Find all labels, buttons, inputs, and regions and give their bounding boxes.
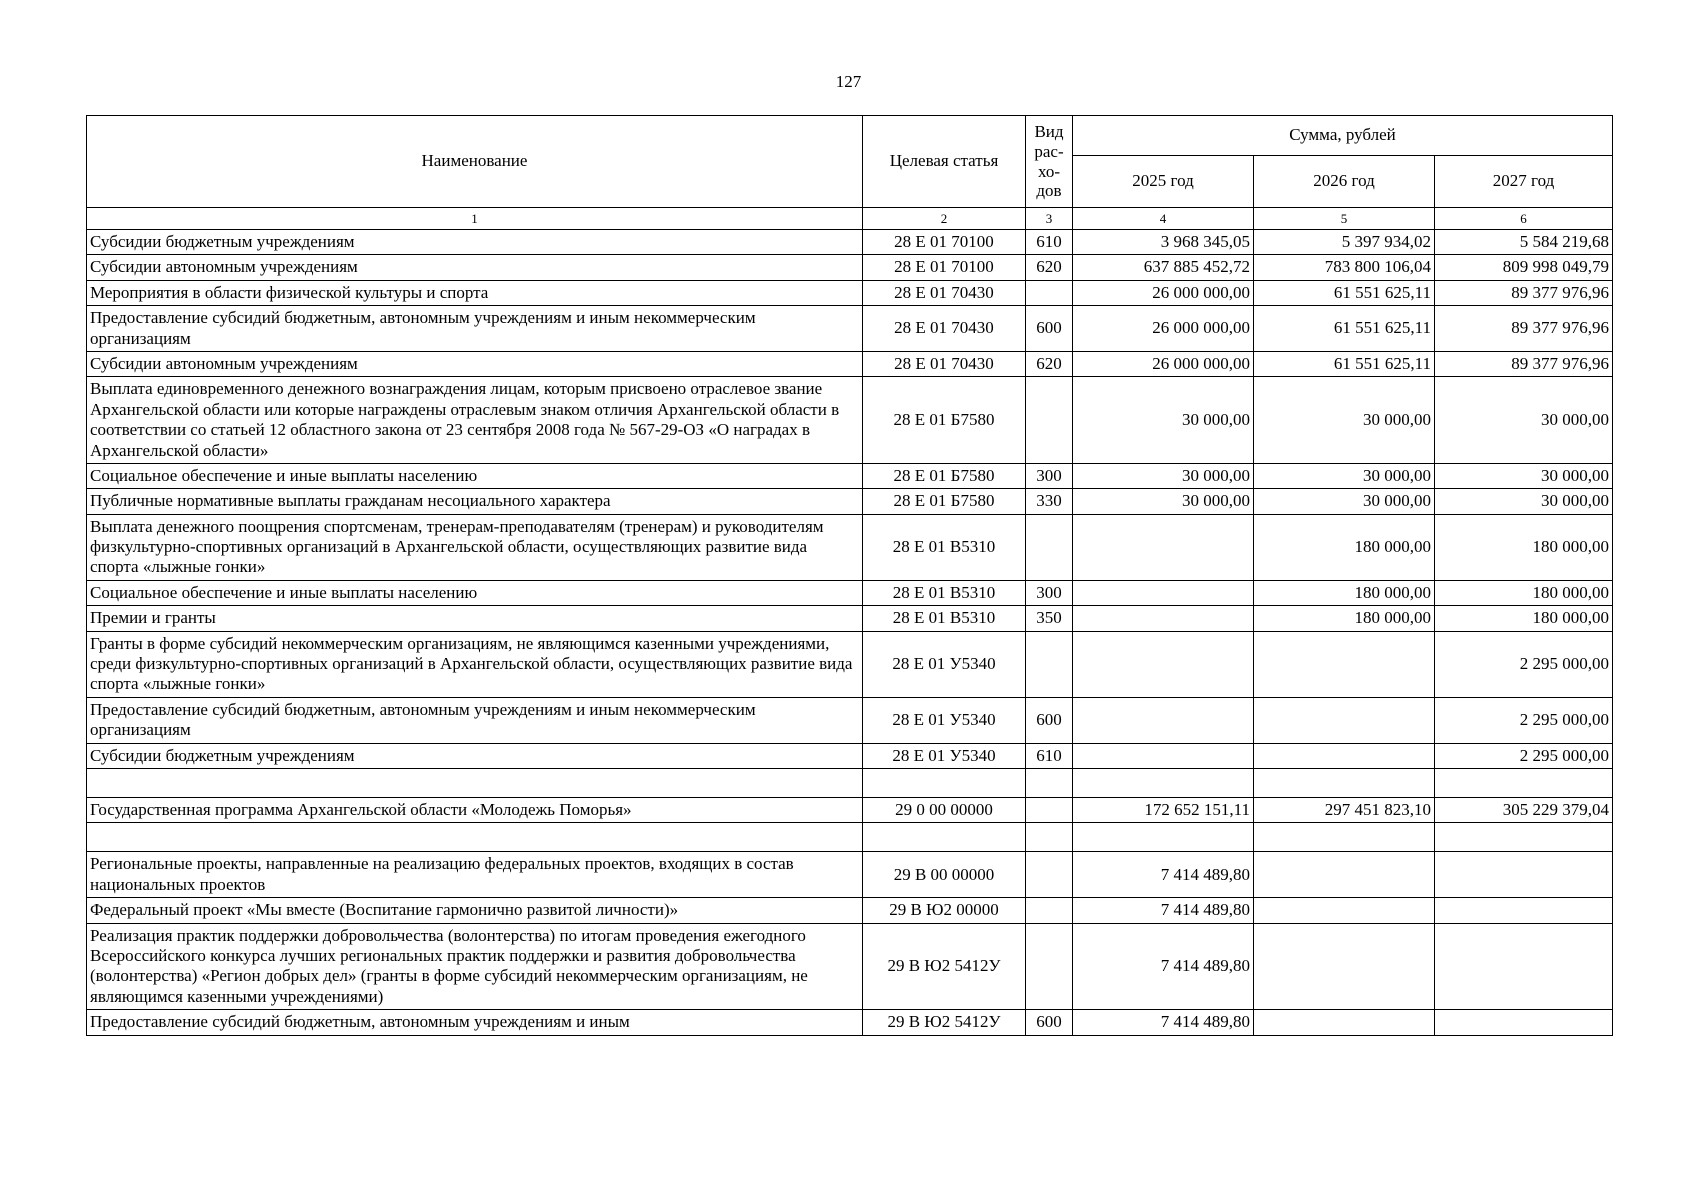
row-sum-2026: 61 551 625,11 <box>1254 280 1435 305</box>
header-2025: 2025 год <box>1073 156 1254 208</box>
table-row <box>87 697 1613 743</box>
row-sum-2025 <box>1073 631 1254 697</box>
row-target-article: 28 Е 01 Б7580 <box>863 489 1026 514</box>
row-target-article: 28 Е 01 70100 <box>863 255 1026 280</box>
table-body <box>87 230 1613 1036</box>
row-sum-2025: 26 000 000,00 <box>1073 280 1254 305</box>
table-row <box>87 463 1613 488</box>
table-row <box>87 306 1613 352</box>
row-expense-kind: 600 <box>1026 697 1073 743</box>
row-sum-2027: 5 584 219,68 <box>1435 230 1613 255</box>
header-expense-kind: Вид рас- хо- дов <box>1026 116 1073 208</box>
row-sum-2026: 297 451 823,10 <box>1254 797 1435 822</box>
row-sum-2025: 26 000 000,00 <box>1073 351 1254 376</box>
header-2027: 2027 год <box>1435 156 1613 208</box>
row-sum-2025 <box>1073 743 1254 768</box>
row-expense-kind: 600 <box>1026 306 1073 352</box>
row-name <box>87 768 863 797</box>
row-target-article: 28 Е 01 У5340 <box>863 743 1026 768</box>
row-sum-2025: 26 000 000,00 <box>1073 306 1254 352</box>
row-sum-2026: 783 800 106,04 <box>1254 255 1435 280</box>
row-sum-2026 <box>1254 768 1435 797</box>
row-sum-2025 <box>1073 768 1254 797</box>
row-name: Гранты в форме субсидий некоммерческим организациям, не являющимся казенными учреждениями, среди физкультурно-спортивных организаций в Архангельской области, осуществляющих развитие вида спорта «лыжные гонки» <box>87 631 863 697</box>
row-name: Региональные проекты, направленные на реализацию федеральных проектов, входящих в состав национальных проектов <box>87 852 863 898</box>
row-sum-2027 <box>1435 923 1613 1010</box>
column-number: 6 <box>1435 208 1613 230</box>
row-name: Реализация практик поддержки добровольчества (волонтерства) по итогам проведения ежегодного Всероссийского конкурса лучших региональных практик поддержки и развития добровольчества (волонтерства) «Регион добрых дел» (гранты в форме субсидий некоммерческим организациям, не являющимся казенными учреждениями) <box>87 923 863 1010</box>
row-sum-2025 <box>1073 697 1254 743</box>
row-name: Мероприятия в области физической культуры и спорта <box>87 280 863 305</box>
row-target-article: 28 Е 01 70430 <box>863 351 1026 376</box>
row-expense-kind <box>1026 898 1073 923</box>
row-sum-2027 <box>1435 1010 1613 1035</box>
row-target-article: 29 В Ю2 5412У <box>863 923 1026 1010</box>
row-sum-2027: 2 295 000,00 <box>1435 697 1613 743</box>
row-sum-2025: 637 885 452,72 <box>1073 255 1254 280</box>
row-sum-2027 <box>1435 852 1613 898</box>
row-sum-2025: 7 414 489,80 <box>1073 898 1254 923</box>
row-name: Субсидии автономным учреждениям <box>87 255 863 280</box>
row-name: Субсидии бюджетным учреждениям <box>87 743 863 768</box>
row-target-article: 28 Е 01 70430 <box>863 306 1026 352</box>
row-expense-kind <box>1026 797 1073 822</box>
row-target-article: 28 Е 01 У5340 <box>863 631 1026 697</box>
column-number: 5 <box>1254 208 1435 230</box>
row-expense-kind <box>1026 923 1073 1010</box>
row-sum-2025: 7 414 489,80 <box>1073 1010 1254 1035</box>
row-name: Предоставление субсидий бюджетным, автономным учреждениям и иным некоммерческим организациям <box>87 697 863 743</box>
row-target-article: 28 Е 01 70100 <box>863 230 1026 255</box>
row-sum-2025: 30 000,00 <box>1073 489 1254 514</box>
row-expense-kind: 300 <box>1026 580 1073 605</box>
row-name: Субсидии автономным учреждениям <box>87 351 863 376</box>
row-target-article: 28 Е 01 В5310 <box>863 580 1026 605</box>
row-name: Выплата денежного поощрения спортсменам, тренерам-преподавателям (тренерам) и руководителям физкультурно-спортивных организаций в Архангельской области, осуществляющих развитие вида спорта «лыжные гонки» <box>87 514 863 580</box>
table-row <box>87 230 1613 255</box>
column-numbers-row <box>87 208 1613 230</box>
row-sum-2027: 89 377 976,96 <box>1435 351 1613 376</box>
header-sum: Сумма, рублей <box>1073 116 1613 156</box>
row-target-article <box>863 823 1026 852</box>
budget-table <box>86 115 1613 1036</box>
table-row <box>87 351 1613 376</box>
table-row <box>87 489 1613 514</box>
row-expense-kind: 620 <box>1026 255 1073 280</box>
row-expense-kind: 350 <box>1026 606 1073 631</box>
row-sum-2027: 2 295 000,00 <box>1435 743 1613 768</box>
row-name: Предоставление субсидий бюджетным, автономным учреждениям и иным некоммерческим организациям <box>87 306 863 352</box>
column-number: 4 <box>1073 208 1254 230</box>
header-2026: 2026 год <box>1254 156 1435 208</box>
row-target-article: 29 В Ю2 00000 <box>863 898 1026 923</box>
row-name: Предоставление субсидий бюджетным, автономным учреждениям и иным <box>87 1010 863 1035</box>
row-target-article: 28 Е 01 В5310 <box>863 606 1026 631</box>
row-sum-2025: 30 000,00 <box>1073 463 1254 488</box>
row-target-article: 28 Е 01 Б7580 <box>863 377 1026 464</box>
row-target-article: 29 В Ю2 5412У <box>863 1010 1026 1035</box>
row-sum-2027: 30 000,00 <box>1435 463 1613 488</box>
row-target-article: 28 Е 01 В5310 <box>863 514 1026 580</box>
row-sum-2027: 180 000,00 <box>1435 514 1613 580</box>
row-sum-2025: 30 000,00 <box>1073 377 1254 464</box>
row-sum-2026: 5 397 934,02 <box>1254 230 1435 255</box>
row-sum-2026 <box>1254 1010 1435 1035</box>
row-target-article <box>863 768 1026 797</box>
row-sum-2025: 7 414 489,80 <box>1073 923 1254 1010</box>
row-expense-kind: 610 <box>1026 743 1073 768</box>
row-sum-2027: 180 000,00 <box>1435 580 1613 605</box>
row-sum-2026: 61 551 625,11 <box>1254 351 1435 376</box>
row-sum-2027: 2 295 000,00 <box>1435 631 1613 697</box>
row-name: Социальное обеспечение и иные выплаты населению <box>87 580 863 605</box>
row-sum-2026 <box>1254 898 1435 923</box>
row-sum-2027: 89 377 976,96 <box>1435 280 1613 305</box>
row-name: Публичные нормативные выплаты гражданам несоциального характера <box>87 489 863 514</box>
row-sum-2026 <box>1254 852 1435 898</box>
row-expense-kind: 620 <box>1026 351 1073 376</box>
row-sum-2027 <box>1435 823 1613 852</box>
header-name: Наименование <box>87 116 863 208</box>
row-sum-2027: 89 377 976,96 <box>1435 306 1613 352</box>
row-sum-2027: 305 229 379,04 <box>1435 797 1613 822</box>
table-row <box>87 280 1613 305</box>
table-row <box>87 514 1613 580</box>
row-sum-2026 <box>1254 631 1435 697</box>
row-expense-kind: 300 <box>1026 463 1073 488</box>
row-sum-2026: 30 000,00 <box>1254 377 1435 464</box>
row-sum-2026: 180 000,00 <box>1254 580 1435 605</box>
row-name: Премии и гранты <box>87 606 863 631</box>
row-sum-2025 <box>1073 823 1254 852</box>
row-expense-kind <box>1026 514 1073 580</box>
row-sum-2026: 30 000,00 <box>1254 489 1435 514</box>
row-sum-2026: 61 551 625,11 <box>1254 306 1435 352</box>
table-row <box>87 923 1613 1010</box>
column-number: 1 <box>87 208 863 230</box>
row-name <box>87 823 863 852</box>
row-expense-kind <box>1026 631 1073 697</box>
row-sum-2027: 30 000,00 <box>1435 377 1613 464</box>
table-row <box>87 606 1613 631</box>
row-target-article: 29 0 00 00000 <box>863 797 1026 822</box>
table-row <box>87 580 1613 605</box>
row-sum-2026: 180 000,00 <box>1254 606 1435 631</box>
column-number: 2 <box>863 208 1026 230</box>
row-target-article: 28 Е 01 У5340 <box>863 697 1026 743</box>
row-expense-kind: 610 <box>1026 230 1073 255</box>
row-name: Социальное обеспечение и иные выплаты населению <box>87 463 863 488</box>
table-row <box>87 898 1613 923</box>
row-sum-2025 <box>1073 580 1254 605</box>
page-number: 127 <box>835 72 862 91</box>
row-sum-2027: 809 998 049,79 <box>1435 255 1613 280</box>
row-sum-2025: 7 414 489,80 <box>1073 852 1254 898</box>
row-sum-2026: 30 000,00 <box>1254 463 1435 488</box>
row-name: Федеральный проект «Мы вместе (Воспитание гармонично развитой личности)» <box>87 898 863 923</box>
row-sum-2025 <box>1073 514 1254 580</box>
table-row <box>87 743 1613 768</box>
row-expense-kind <box>1026 280 1073 305</box>
row-expense-kind <box>1026 823 1073 852</box>
row-sum-2025: 172 652 151,11 <box>1073 797 1254 822</box>
row-target-article: 29 В 00 00000 <box>863 852 1026 898</box>
row-sum-2026: 180 000,00 <box>1254 514 1435 580</box>
row-sum-2026 <box>1254 823 1435 852</box>
table-row <box>87 1010 1613 1035</box>
row-expense-kind: 330 <box>1026 489 1073 514</box>
table-row <box>87 631 1613 697</box>
header-target-article: Целевая статья <box>863 116 1026 208</box>
table-row <box>87 377 1613 464</box>
row-sum-2027: 180 000,00 <box>1435 606 1613 631</box>
table-row <box>87 852 1613 898</box>
row-expense-kind <box>1026 852 1073 898</box>
row-expense-kind <box>1026 768 1073 797</box>
row-sum-2026 <box>1254 743 1435 768</box>
table-row <box>87 823 1613 852</box>
row-sum-2027 <box>1435 768 1613 797</box>
table-row <box>87 797 1613 822</box>
row-expense-kind <box>1026 377 1073 464</box>
row-target-article: 28 Е 01 Б7580 <box>863 463 1026 488</box>
column-number: 3 <box>1026 208 1073 230</box>
row-sum-2026 <box>1254 697 1435 743</box>
table-row <box>87 255 1613 280</box>
row-sum-2027 <box>1435 898 1613 923</box>
row-target-article: 28 Е 01 70430 <box>863 280 1026 305</box>
row-expense-kind: 600 <box>1026 1010 1073 1035</box>
row-name: Субсидии бюджетным учреждениям <box>87 230 863 255</box>
row-name: Государственная программа Архангельской области «Молодежь Поморья» <box>87 797 863 822</box>
row-sum-2025 <box>1073 606 1254 631</box>
row-sum-2025: 3 968 345,05 <box>1073 230 1254 255</box>
row-sum-2026 <box>1254 923 1435 1010</box>
row-name: Выплата единовременного денежного вознаграждения лицам, которым присвоено отраслевое звание Архангельской области или которые награждены отраслевым знаком отличия Архангельской области в соответствии со статьей 12 областного закона от 23 сентября 2008 года № 567-29-ОЗ «О наградах в Архангельской области» <box>87 377 863 464</box>
row-sum-2027: 30 000,00 <box>1435 489 1613 514</box>
table-row <box>87 768 1613 797</box>
